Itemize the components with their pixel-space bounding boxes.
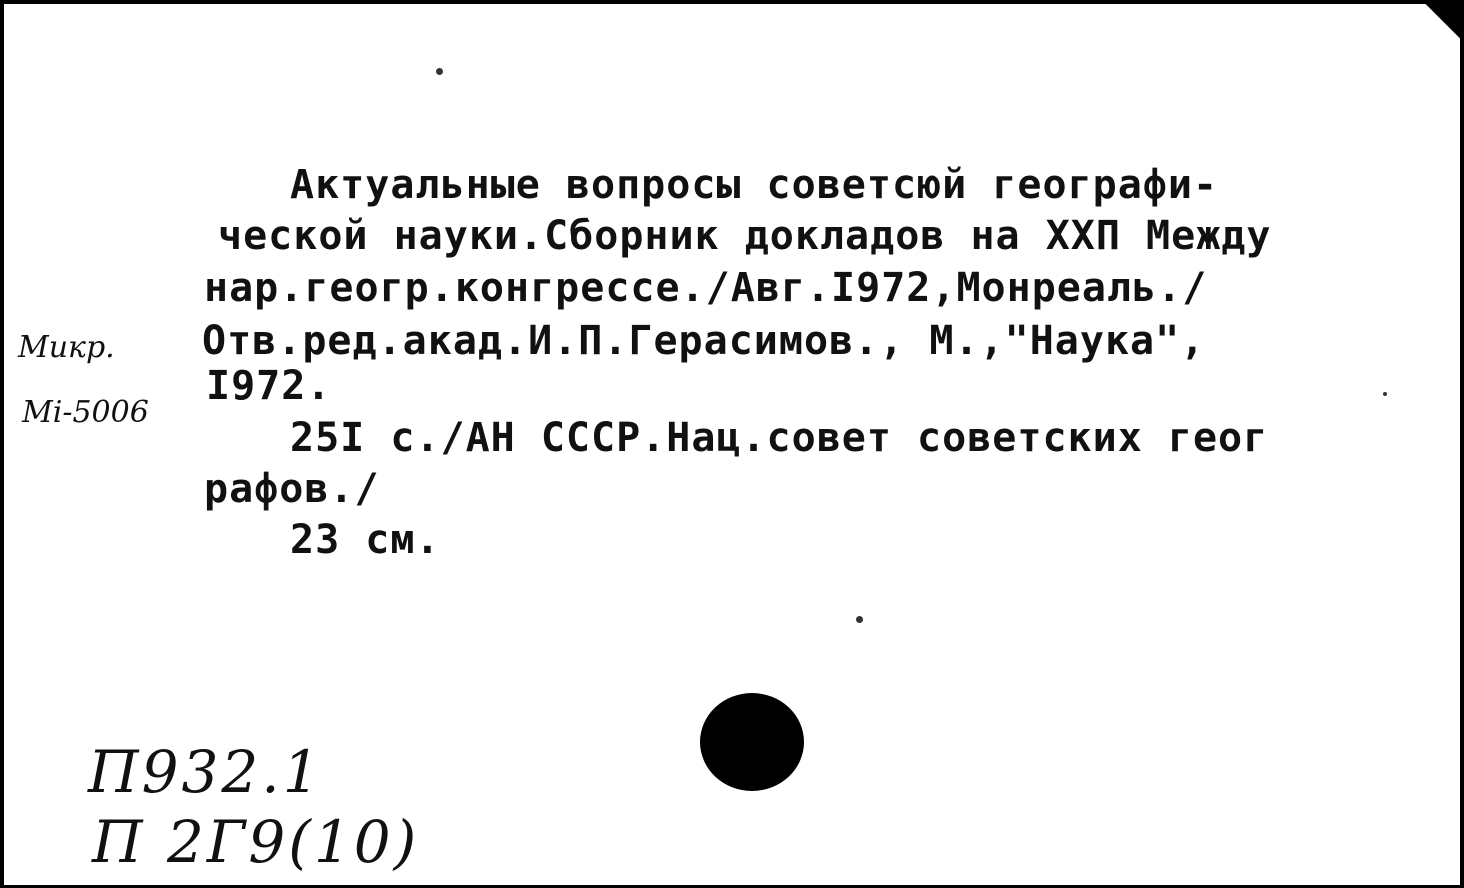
punch-hole xyxy=(700,693,804,791)
scan-speck xyxy=(436,68,443,75)
handwritten-note-mikr: Микр. xyxy=(18,330,115,365)
card-edge-left xyxy=(0,0,4,888)
handwritten-shelf-mark-2: П 2Г9(10) xyxy=(92,808,420,876)
card-edge-top xyxy=(0,0,1464,4)
typed-line-3: нар.геогр.конгрессе./Авг.I972,Монреаль./ xyxy=(204,265,1208,311)
scan-speck xyxy=(856,616,863,623)
card-edge-right xyxy=(1460,0,1464,888)
typed-line-1: Актуальные вопросы советсюй географи- xyxy=(290,162,1219,208)
typed-line-8: 23 см. xyxy=(290,517,441,563)
typed-line-6: 25I с./АН СССР.Нац.совет советских геог xyxy=(290,415,1269,461)
typed-line-4: Отв.ред.акад.И.П.Герасимов., М.,"Наука", xyxy=(202,318,1206,364)
scan-speck xyxy=(1383,392,1387,396)
typed-line-2: ческой науки.Сборник докладов на ХХП Между xyxy=(218,213,1272,259)
handwritten-note-code: Mi-5006 xyxy=(22,395,149,430)
handwritten-shelf-mark-1: П932.1 xyxy=(88,738,323,806)
typed-line-7: рафов./ xyxy=(204,466,380,512)
typed-line-5: I972. xyxy=(206,363,332,409)
card-corner xyxy=(1422,0,1464,42)
